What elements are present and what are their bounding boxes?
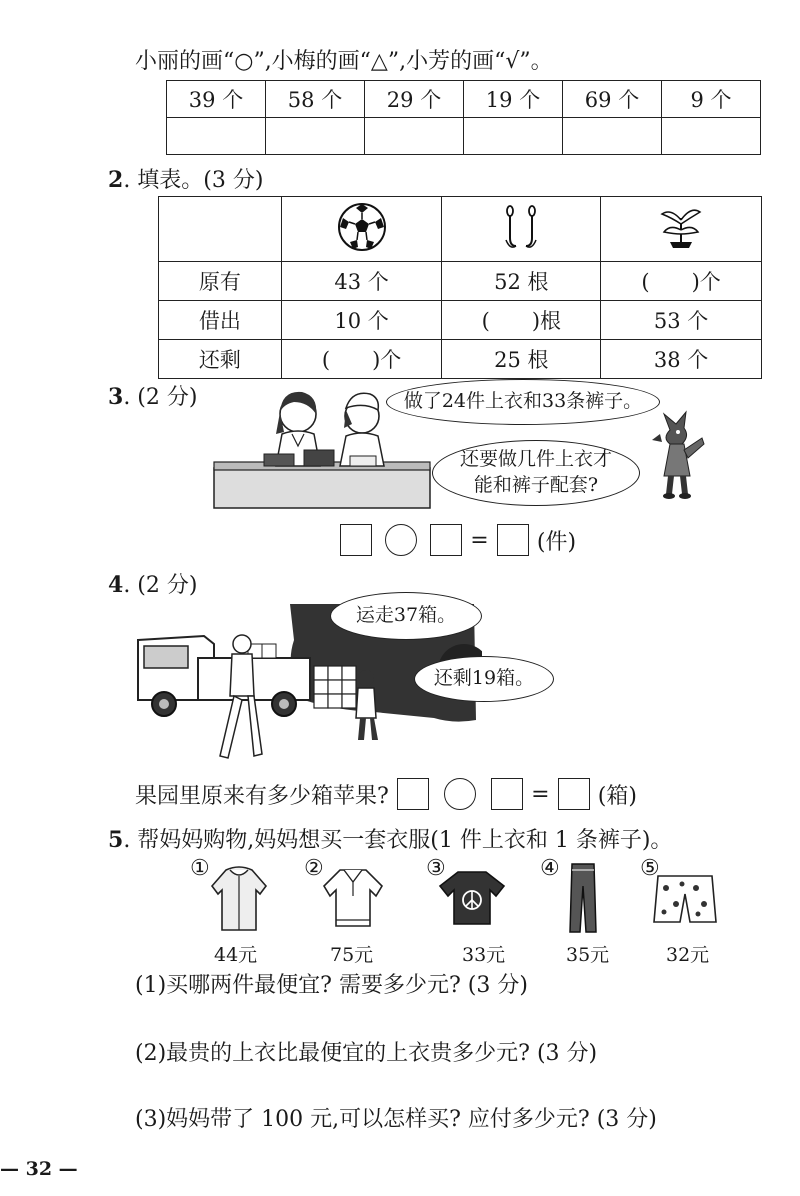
table-row bbox=[159, 340, 762, 379]
q3-bubble2-line1: 还要做几件上衣才 bbox=[459, 448, 612, 471]
q4-heading bbox=[108, 568, 197, 599]
table-cell bbox=[442, 197, 601, 262]
price-label: 35元 bbox=[566, 944, 610, 966]
q1-instruction: 小丽的画“○”,小梅的画“△”,小芳的画“√”。 bbox=[135, 49, 553, 74]
q3-bubble1-text: 做了24件上衣和33条裤子。 bbox=[403, 390, 643, 413]
q3-speech-bubble-1 bbox=[386, 379, 660, 425]
answer-box[interactable] bbox=[558, 778, 590, 810]
price-label: 44元 bbox=[214, 944, 258, 966]
answer-cell[interactable] bbox=[464, 118, 563, 155]
q3-unit: (件) bbox=[536, 529, 577, 555]
table-row bbox=[159, 197, 762, 262]
operator-circle[interactable] bbox=[385, 524, 417, 556]
item-number: ③ bbox=[426, 856, 446, 881]
q3-speech-bubble-2 bbox=[432, 440, 640, 506]
price-label: 33元 bbox=[462, 944, 506, 966]
q5-title: . 帮妈妈购物,妈妈想买一套衣服(1 件上衣和 1 条裤子)。 bbox=[123, 828, 673, 853]
shorts-icon[interactable] bbox=[652, 874, 718, 926]
table-cell: 69 个 bbox=[563, 81, 662, 118]
answer-box[interactable] bbox=[340, 524, 372, 556]
table-cell: 10 个 bbox=[281, 301, 442, 340]
q2-title: . 填表。(3 分) bbox=[123, 168, 264, 193]
equals-sign: = bbox=[531, 781, 550, 807]
q5-subquestion-1: (1)买哪两件最便宜? 需要多少元? (3 分) bbox=[135, 973, 528, 998]
q4-number: 4 bbox=[108, 572, 124, 598]
answer-cell[interactable] bbox=[365, 118, 464, 155]
table-row bbox=[159, 262, 762, 301]
answer-cell[interactable] bbox=[266, 118, 365, 155]
q3-bubble2-line2: 能和裤子配套? bbox=[473, 474, 599, 496]
soccer-ball-icon bbox=[337, 202, 387, 252]
price-label: 32元 bbox=[666, 944, 710, 966]
coat-icon[interactable] bbox=[208, 864, 270, 934]
answer-cell[interactable]: ( )个 bbox=[601, 262, 762, 301]
answer-box[interactable] bbox=[430, 524, 462, 556]
answer-box[interactable] bbox=[491, 778, 523, 810]
q3-number: 3 bbox=[108, 384, 124, 410]
table-cell: 19 个 bbox=[464, 81, 563, 118]
table-cell bbox=[601, 197, 762, 262]
wolf-character-icon bbox=[650, 410, 710, 500]
answer-cell[interactable]: ( )根 bbox=[442, 301, 601, 340]
hair-clips-icon bbox=[496, 202, 546, 252]
table-cell: 53 个 bbox=[601, 301, 762, 340]
q4-question-line bbox=[135, 778, 640, 810]
q3-bubble2-text bbox=[460, 447, 612, 498]
potted-plant-icon bbox=[656, 204, 706, 250]
q5-heading bbox=[108, 823, 672, 854]
q5-subquestion-3: (3)妈妈带了 100 元,可以怎样买? 应付多少元? (3 分) bbox=[135, 1107, 657, 1132]
q3-equation bbox=[340, 524, 579, 556]
table-cell: 29 个 bbox=[365, 81, 464, 118]
table-cell bbox=[159, 197, 282, 262]
answer-cell[interactable] bbox=[167, 118, 266, 155]
answer-cell[interactable] bbox=[563, 118, 662, 155]
row-label: 还剩 bbox=[159, 340, 282, 379]
q1-table bbox=[166, 80, 761, 155]
q3-title: . (2 分) bbox=[123, 385, 198, 410]
table-cell: 43 个 bbox=[281, 262, 442, 301]
row-label: 原有 bbox=[159, 262, 282, 301]
table-cell: 38 个 bbox=[601, 340, 762, 379]
table-cell: 25 根 bbox=[442, 340, 601, 379]
q2-heading bbox=[108, 163, 263, 194]
table-cell: 58 个 bbox=[266, 81, 365, 118]
answer-box[interactable] bbox=[397, 778, 429, 810]
q4-bubble1-text: 运走37箱。 bbox=[355, 604, 457, 627]
q4-unit: (箱) bbox=[597, 783, 637, 809]
q4-question: 果园里原来有多少箱苹果? bbox=[135, 783, 389, 809]
table-row bbox=[167, 118, 761, 155]
q5-number: 5 bbox=[108, 827, 124, 853]
answer-box[interactable] bbox=[497, 524, 529, 556]
tshirt-icon[interactable] bbox=[438, 868, 506, 928]
sweater-icon[interactable] bbox=[320, 866, 386, 930]
operator-circle[interactable] bbox=[444, 778, 476, 810]
item-number: ① bbox=[190, 856, 210, 881]
page-number: — 32 — bbox=[0, 1158, 78, 1180]
price-label: 75元 bbox=[330, 944, 374, 966]
row-label: 借出 bbox=[159, 301, 282, 340]
table-cell: 39 个 bbox=[167, 81, 266, 118]
pants-icon[interactable] bbox=[566, 862, 600, 934]
q3-heading bbox=[108, 380, 197, 411]
q2-table bbox=[158, 196, 762, 379]
answer-cell[interactable]: ( )个 bbox=[281, 340, 442, 379]
item-number: ② bbox=[304, 856, 324, 881]
equals-sign: = bbox=[470, 527, 489, 553]
item-number: ④ bbox=[540, 856, 560, 881]
table-cell: 52 根 bbox=[442, 262, 601, 301]
q4-bubble2-text: 还剩19箱。 bbox=[433, 667, 535, 690]
answer-cell[interactable] bbox=[662, 118, 761, 155]
q4-speech-bubble-1 bbox=[330, 592, 482, 640]
q2-number: 2 bbox=[108, 167, 124, 193]
table-row bbox=[159, 301, 762, 340]
table-cell: 9 个 bbox=[662, 81, 761, 118]
table-cell bbox=[281, 197, 442, 262]
q5-subquestion-2: (2)最贵的上衣比最便宜的上衣贵多少元? (3 分) bbox=[135, 1041, 598, 1066]
table-row bbox=[167, 81, 761, 118]
item-number: ⑤ bbox=[640, 856, 660, 881]
q4-title: . (2 分) bbox=[123, 573, 198, 598]
q4-speech-bubble-2 bbox=[414, 656, 554, 702]
